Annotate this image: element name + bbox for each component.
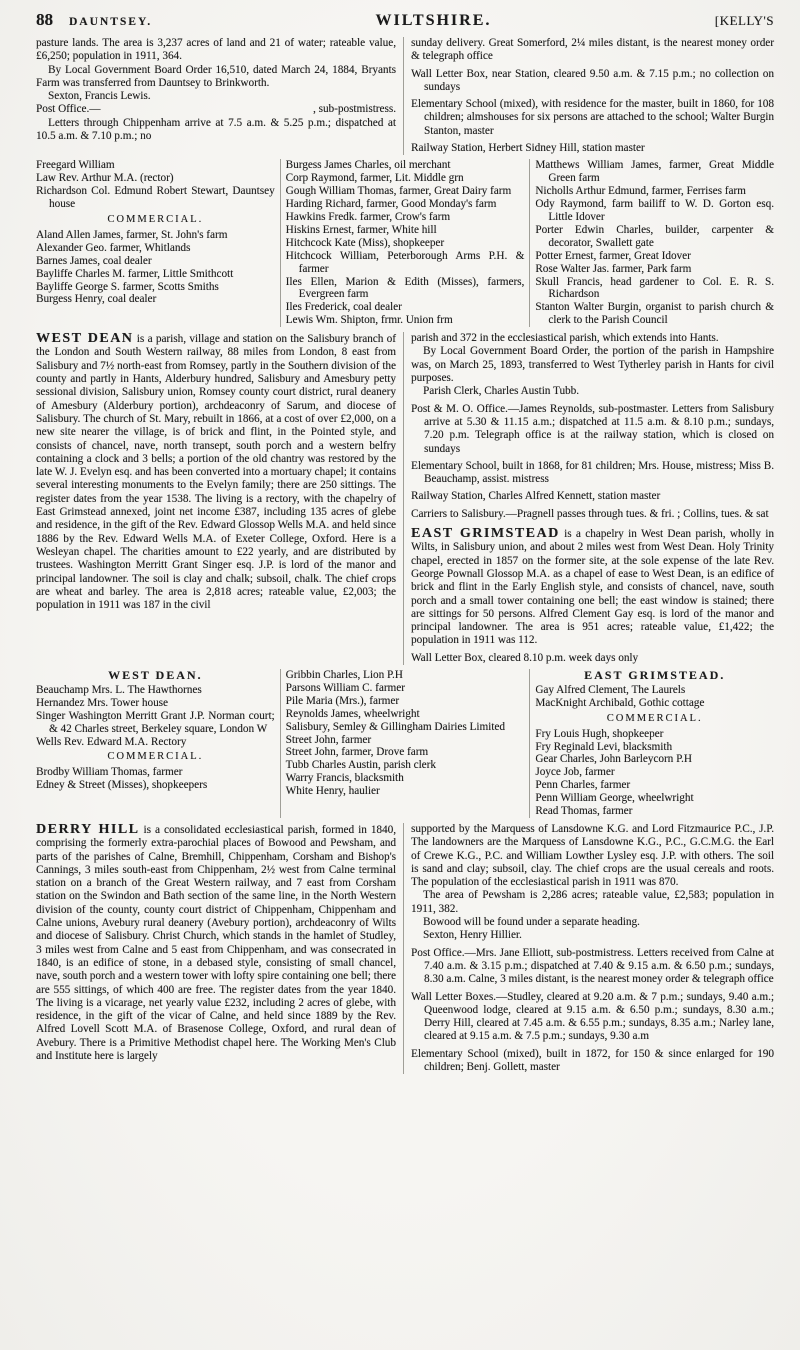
directory-entry: Salisbury, Semley & Gillingham Dairies Limited — [285, 720, 505, 733]
directory-entry: Gear Charles, John Barleycorn P.H — [535, 753, 692, 766]
notice-entry: Elementary School (mixed), built in 1872, for 150 & since enlarged for 190 children; Benj. Gollett, master — [411, 1047, 774, 1073]
east-grimstead-names-column — [529, 669, 774, 818]
directory-entry: Penn William George, wheelwright — [535, 792, 694, 805]
dauntsey-notices-list — [411, 68, 774, 156]
directory-entry: Ody Raymond, farm bailiff to W. D. Gorton esq. Little Idover — [535, 198, 775, 223]
notice-entry: Post & M. O. Office.—James Reynolds, sub-postmaster. Letters from Salisbury arrive at 5.30 & 11.15 a.m.; dispatched at 11.5 a.m. & 8.10 p.m.; sundays, 7.20 p.m. Telegraph office is at the railway station, which is closed on sundays — [411, 402, 774, 455]
paragraph: The area of Pewsham is 2,286 acres; rateable value, £2,583; population in 1911, 382. — [411, 889, 774, 915]
west-dean-names-column-1 — [36, 669, 280, 818]
directory-entry: Hernandez Mrs. Tower house — [36, 696, 168, 709]
continuation-paragraph: parish and 372 in the ecclesiastical parish, which extends into Hants. — [411, 332, 719, 345]
dauntsey-intro-section — [36, 37, 774, 155]
directory-entry: Street John, farmer — [285, 733, 372, 746]
west-dean-right-column — [403, 332, 774, 665]
dauntsey-intro-right-column — [403, 37, 774, 155]
commercial-heading: COMMERCIAL. — [606, 712, 703, 724]
page-header — [36, 10, 774, 30]
derry-hill-section — [36, 823, 774, 1074]
east-grimstead-names-heading: EAST GRIMSTEAD. — [584, 667, 726, 682]
directory-entry: Hiskins Ernest, farmer, White hill — [285, 223, 437, 236]
directory-entry: Tubb Charles Austin, parish clerk — [285, 759, 436, 772]
directory-entry: Penn Charles, farmer — [535, 779, 631, 792]
continuation-paragraph: supported by the Marquess of Lansdowne K.G. and Lord Fitzmaurice P.C., J.P. The landowners are the Marquess of Lansdowne K.G., P.C., G.C.M.G. the Earl of Crewe K.G., P.C. and William Lowther Lysley esq. J.P. with others. The soil is sand and clay; subsoil, clay. The chief crops are the usual cereals and roots. The population of the ecclesiastical parish in 1911 was 870. — [411, 822, 774, 889]
commercial-list — [36, 766, 275, 792]
west-dean-names-heading: WEST DEAN. — [108, 667, 203, 682]
directory-entry: Skull Francis, head gardener to Col. E. R. S. Richardson — [535, 275, 775, 301]
directory-entry: Burgess James Charles, oil merchant — [285, 159, 451, 172]
directory-entry: Alexander Geo. farmer, Whitlands — [36, 241, 191, 254]
paragraph: By Local Government Board Order 16,510, dated March 24, 1884, Bryants Farm was transferred from Dauntsey to Brinkworth. — [36, 63, 396, 89]
commercial-list — [535, 728, 774, 818]
west-dean-section — [36, 332, 774, 665]
commercial-list — [36, 229, 275, 306]
directory-entry: Singer Washington Merritt Grant J.P. Norman court; & 42 Charles street, Berkeley square, London W — [36, 709, 275, 735]
directory-entry: MacKnight Archibald, Gothic cottage — [535, 696, 705, 709]
directory-entry: Aland Allen James, farmer, St. John's farm — [36, 228, 228, 241]
directory-entry: Hawkins Fredk. farmer, Crow's farm — [285, 211, 451, 223]
directory-entry: Lewis Wm. Shipton, frmr. Union frm — [285, 314, 453, 327]
private-residents-list — [36, 684, 275, 749]
derry-hill-heading: DERRY HILL — [36, 821, 140, 837]
directory-entry: Edney & Street (Misses), shopkeepers — [36, 779, 208, 792]
directory-entry: Potter Ernest, farmer, Great Idover — [535, 249, 691, 262]
directory-entry: Richardson Col. Edmund Robert Stewart, Dauntsey house — [36, 185, 275, 211]
derry-hill-notices-list — [411, 947, 774, 1075]
west-dean-names-column-2 — [280, 669, 530, 818]
page-title: WILTSHIRE. — [375, 12, 492, 29]
continuation-paragraph: sunday delivery. Great Somerford, 2¼ miles distant, is the nearest money order & telegraph office — [411, 37, 774, 63]
directory-entry: Corp Raymond, farmer, Lit. Middle grn — [285, 172, 464, 185]
directory-entry: Harding Richard, farmer, Good Monday's farm — [285, 198, 497, 211]
notice-entry: Post Office.—Mrs. Jane Elliott, sub-postmistress. Letters received from Calne at 7.40 a.m. & 3.15 p.m.; dispatched at 7.40 & 9.15 a.m. & 6.50 p.m.; sundays, 8.30 a.m. Calne, 3 miles distant, is the nearest money order & telegraph office — [411, 946, 774, 986]
notice-entry: Railway Station, Charles Alfred Kennett, station master — [411, 490, 661, 503]
sexton-line: Sexton, Francis Lewis. — [48, 90, 151, 103]
commercial-list — [286, 669, 525, 798]
directory-entry: Matthews William James, farmer, Great Middle Green farm — [535, 159, 775, 185]
west-dean-names-section — [36, 669, 774, 818]
paragraph: Bowood will be found under a separate heading. — [423, 916, 640, 929]
notice-entry: Wall Letter Box, near Station, cleared 9.50 a.m. & 7.15 p.m.; no collection on sundays — [411, 67, 774, 93]
sub-postmistress-label: , sub-postmistress. — [313, 103, 396, 116]
directory-entry: Joyce Job, farmer — [535, 766, 615, 779]
directory-entry: Law Rev. Arthur M.A. (rector) — [36, 172, 174, 185]
notice-entry: Elementary School, built in 1868, for 81 children; Mrs. House, mistress; Miss B. Beauchamp, assist. mistress — [411, 459, 774, 486]
directory-entry: Barnes James, coal dealer — [36, 254, 152, 267]
west-dean-notices-list — [411, 403, 774, 521]
private-residents-list — [535, 684, 774, 710]
directory-entry: Brodby William Thomas, farmer — [36, 766, 183, 779]
paragraph: pasture lands. The area is 3,237 acres of land and 21 of water; rateable value, £6,250; population in 1911, 364. — [36, 37, 396, 63]
west-dean-left-column — [36, 332, 396, 665]
notice-entry: Carriers to Salisbury.—Pragnell passes through tues. & fri. ; Collins, tues. & sat — [411, 507, 769, 520]
directory-entry: Fry Reginald Levi, blacksmith — [535, 740, 673, 753]
directory-entry: Freegard William — [36, 159, 115, 172]
directory-entry: Read Thomas, farmer — [535, 805, 633, 818]
derry-hill-right-column — [403, 823, 774, 1074]
directory-entry: Iles Ellen, Marion & Edith (Misses), farmers, Evergreen farm — [285, 275, 525, 301]
directory-entry: Iles Frederick, coal dealer — [285, 301, 402, 314]
west-dean-paragraph — [36, 332, 396, 612]
directory-entry: Bayliffe Charles M. farmer, Little Smithcott — [36, 267, 234, 280]
sexton-line: Sexton, Henry Hillier. — [423, 929, 522, 942]
directory-entry: White Henry, haulier — [285, 785, 380, 798]
directory-entry: Street John, farmer, Drove farm — [285, 746, 429, 759]
directory-entry: Pile Maria (Mrs.), farmer — [285, 694, 400, 707]
west-dean-body: is a parish, village and station on the Salisbury branch of the London and South Western railway, 88 miles from London, 8 east from Salisbury and 7½ north-east from Romsey, partly in the Southern division of the county and partly in Hants, Alderbury hundred, Salisbury and Amesbury petty sessional division, Salisbury union, Romsey county court district, rural deanery of Amesbury (Alderbury portion), archdeaconry of Sarum, and diocese of Salisbury. The church of St. Mary, rebuilt in 1866, at a cost of over £2,000, on a new site nearer the village, is of brick and flint, in the Pointed style, and consists of chancel, nave, north transept, south porch and a western belfry containing a clock and 3 bells; a portion of the old chantry was restored by the late W. J. Evelyn esq. and has been converted into a mortuary chapel; it contains several interesting monuments to the Evelyn family; there are 250 sittings. The register dates from the year 1538. The living is a rectory, with the chapelry of East Grimstead annexed, joint net income £387, including 135 acres of glebe and residence, in the gift of the Rev. Edward Glossop Wells M.A. and held since 1886 by the Rev. Edward Wells M.A. of Exeter College, Oxford. Here is a Wesleyan chapel. The charities amount to £22 yearly, and are distributed by trustees. Washington Merritt Grant Singer esq. J.P. is lord of the manor and principal landowner. The soil is clay and chalk; subsoil, chalk. The chief crops are wheat and barley. The area is 2,818 acres; rateable value, £2,003; the population in 1911 was 187 in the civil — [36, 333, 396, 612]
directory-entry: Parsons William C. farmer — [285, 681, 405, 694]
paragraph: Letters through Chippenham arrive at 7.5 a.m. & 5.25 p.m.; dispatched at 10.5 a.m. & 7.10 p.m.; no — [36, 116, 396, 143]
directory-entry: Nicholls Arthur Edmund, farmer, Ferrises farm — [535, 185, 746, 198]
notice-entry: Railway Station, Herbert Sidney Hill, station master — [411, 142, 645, 155]
directory-entry: Warry Francis, blacksmith — [285, 772, 404, 785]
directory-entry: Hitchcock William, Peterborough Arms P.H. & farmer — [285, 249, 525, 275]
directory-entry: Porter Edwin Charles, builder, carpenter & decorator, Swallett gate — [535, 223, 775, 249]
derry-hill-body: is a consolidated ecclesiastical parish, formed in 1840, comprising the formerly extra-parochial places of Bowood and Pewsham, and parts of the parishes of Calne, Bremhill, Chippenham, Corsham and Bishop's Cannings, 3 miles south-east from Chippenham, 2½ west from Calne terminal station on a branch of the Great Western railway, and 7 east from Corsham station on the Swindon and Bath section of the same line, in the North Western division of the county, county court district of Chippenham, Chippenham and Calne unions, Avebury rural deanery (Avebury portion), archdeaconry of Wilts and diocese of Salisbury. Christ Church, which stands in the hamlet of Studley, 3 miles west from Calne and 5 east from Chippenham, and was consecrated in 1840, is an edifice of stone, in a debased style, consisting of small chancel, nave, south porch and a western tower with lofty spire containing one bell; there are 555 sittings, of which 400 are free. The register dates from the year 1840. The living is a vicarage, net yearly value £232, including 2 acres of glebe, with residence, in the gift of the vicar of Calne, and held since 1889 by the Rev. Alfred Lovell Scott M.A. of Brasenose College, Oxford, and rural dean of Avebury. There is a Primitive Methodist chapel here. The Working Men's Club and Institute here is largely — [36, 823, 397, 1062]
directory-entry: Hitchcock Kate (Miss), shopkeeper — [285, 236, 445, 249]
dauntsey-names-section — [36, 159, 774, 327]
directory-entry: Gribbin Charles, Lion P.H — [285, 668, 403, 681]
directory-entry: Reynolds James, wheelwright — [285, 707, 420, 720]
notice-entry: Wall Letter Boxes.—Studley, cleared at 9.20 a.m. & 7 p.m.; sundays, 9.40 a.m.; Queenwood lodge, cleared at 9.15 a.m. & 6.50 p.m.; sundays, 8.30 a.m.; Derry Hill, cleared at 7.45 a.m. & 6.55 p.m.; sundays, 8.35 a.m.; Narley lane, cleared at 9.15 a.m. & 7.5 p.m.; sundays, 9.30 a.m — [411, 990, 774, 1043]
directory-entry: Gay Alfred Clement, The Laurels — [535, 683, 686, 696]
directory-entry: Fry Louis Hugh, shopkeeper — [535, 727, 664, 740]
commercial-heading: COMMERCIAL. — [107, 751, 204, 763]
dauntsey-names-column-2 — [280, 159, 530, 327]
directory-entry: Rose Walter Jas. farmer, Park farm — [535, 262, 692, 275]
directory-entry: Wells Rev. Edward M.A. Rectory — [36, 735, 187, 748]
paragraph: By Local Government Board Order, the portion of the parish in Hampshire was, on March 25, 1893, transferred to West Tytherley parish in Hants for civil purposes. — [411, 345, 774, 385]
west-dean-heading: WEST DEAN — [36, 331, 134, 347]
commercial-list — [286, 159, 525, 327]
post-office-label: Post Office.— — [36, 103, 101, 116]
directory-entry: Burgess Henry, coal dealer — [36, 293, 157, 306]
directory-entry: Gough William Thomas, farmer, Great Dairy farm — [285, 185, 512, 198]
page-number: 88 — [36, 10, 53, 29]
east-grimstead-paragraph — [411, 527, 774, 648]
derry-hill-left-column — [36, 823, 396, 1074]
publisher-title: [KELLY'S — [714, 13, 774, 28]
east-grimstead-body: is a chapelry in West Dean parish, wholly in Wilts, in Salisbury union, and about 2 miles west from West Dean. Holy Trinity chapel, erected in 1857 on the former site, at the sole expense of the late Rev. George Pownall Glossop M.A. as a chapel of ease to West Dean, is an edifice of brick and flint in the Early English style, and consists of chancel, nave, south porch and a small tower containing one bell; the east window is stained; there are sittings for 50 persons. Alfred Clement Gay esq. is lord of the manor and principal landowner. The area is 951 acres; rateable value, £1,422; the population in 1911 was 112. — [411, 528, 774, 647]
private-residents-list — [36, 159, 275, 211]
dauntsey-intro-left-column — [36, 37, 396, 155]
commercial-list — [535, 159, 774, 327]
derry-hill-paragraph — [36, 823, 396, 1063]
wall-letter-box-line: Wall Letter Box, cleared 8.10 p.m. week days only — [411, 651, 639, 664]
dauntsey-names-column-1 — [36, 159, 280, 327]
dauntsey-names-column-3 — [529, 159, 774, 327]
directory-entry: Beauchamp Mrs. L. The Hawthornes — [36, 683, 202, 696]
commercial-heading: COMMERCIAL. — [107, 214, 204, 225]
post-office-line — [36, 103, 396, 116]
running-title-left: DAUNTSEY. — [69, 16, 153, 28]
parish-clerk-line: Parish Clerk, Charles Austin Tubb. — [423, 385, 580, 398]
directory-entry: Stanton Walter Burgin, organist to parish church & clerk to the Parish Council — [535, 301, 775, 327]
east-grimstead-heading: EAST GRIMSTEAD — [411, 526, 560, 542]
directory-entry: Bayliffe George S. farmer, Scotts Smiths — [36, 280, 219, 293]
notice-entry: Elementary School (mixed), with residence for the master, built in 1860, for 108 children; almshouses for six persons are attached to the school; Walter Burgin Stanton, master — [411, 98, 774, 137]
